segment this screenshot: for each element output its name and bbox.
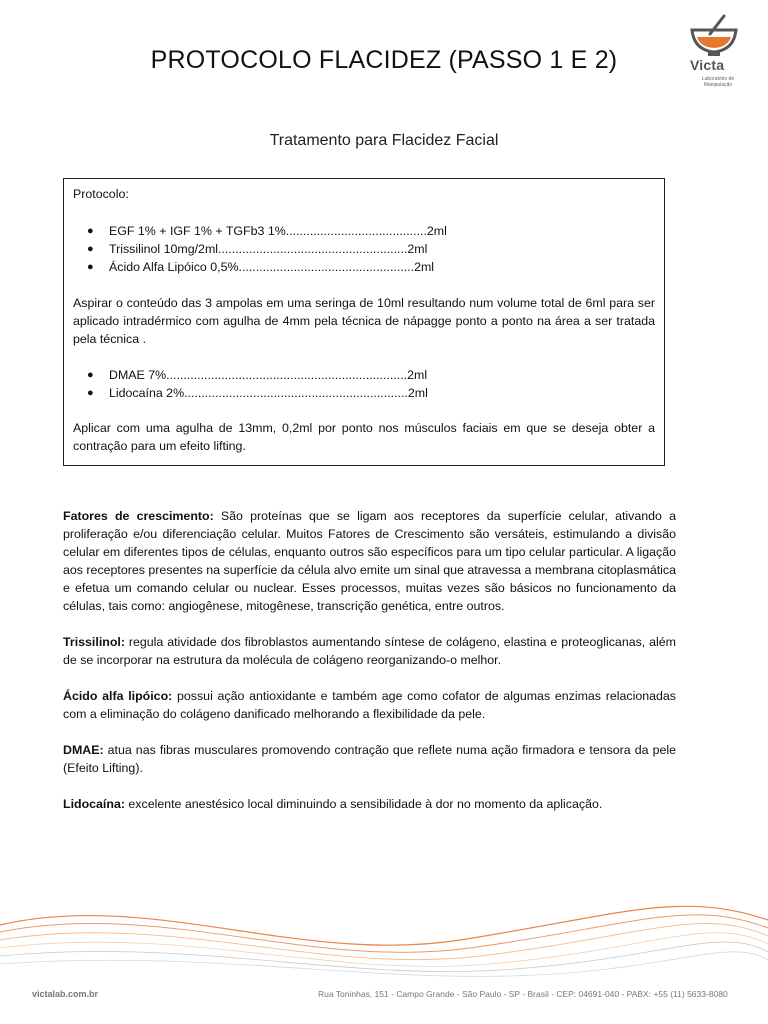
definition-term: Ácido alfa lipóico: <box>63 689 173 703</box>
protocol-label: Protocolo: <box>73 187 129 201</box>
mortar-and-pestle-icon <box>684 12 744 62</box>
protocol-list-b <box>73 366 655 402</box>
definition-text: São proteínas que se ligam aos receptores da superfície celular, ativando a proliferação e/ou diferenciação celular. Muitos Fatores de Crescimento são versáteis, estimulando a divisão celular em diferentes tipos de células, enquanto outros são específicos para um tipo celular particular. A ligação aos receptores presentes na superfície da célula alvo emite um sinal que atravessa a membrana citoplasmática e efetua um comando celular ou nuclear. Esses processos, muitas vezes são básicos no funcionamento da células, tais como: angiogênese, mitogênese, transcrição genética, entre outros. <box>63 509 677 613</box>
logo-name: Victa <box>690 57 725 73</box>
page-title: PROTOCOLO FLACIDEZ (PASSO 1 E 2) <box>150 46 618 74</box>
bullet-icon: ● <box>87 387 94 399</box>
definition-lidocaine <box>63 795 676 813</box>
bullet-icon: ● <box>87 369 94 381</box>
list-item: ● Lidocaína 2%.................................................................2ml <box>87 386 428 400</box>
list-item: ● Trissilinol 10mg/2ml.......................................................2ml <box>87 242 428 256</box>
protocol-box <box>63 178 665 466</box>
bullet-icon: ● <box>87 261 94 273</box>
footer-website: victalab.com.br <box>32 989 99 999</box>
definition-text: atua nas fibras musculares promovendo contração que reflete numa ação firmadora e tensora da pele (Efeito Lifting). <box>63 743 676 775</box>
list-item: ● Ácido Alfa Lipóico 0,5%...................................................2ml <box>87 260 435 274</box>
definition-text: regula atividade dos fibroblastos aumentando síntese de colágeno, elastina e proteoglicanas, além de se incorporar na estrutura da molécula de colágeno reorganizando-o melhor. <box>63 635 676 667</box>
protocol-list-a <box>73 222 655 276</box>
document-subtitle: Tratamento para Flacidez Facial <box>269 132 499 149</box>
definition-term: Fatores de crescimento: <box>63 509 214 523</box>
footer-address: Rua Toninhas, 151 - Campo Grande - São Paulo - SP - Brasil - CEP: 04691-040 - PABX: +55 (11) 5633-8080 <box>318 989 728 999</box>
definition-dmae <box>63 741 676 777</box>
definition-alpha-lipoic-acid <box>63 687 676 723</box>
definition-term: Trissilinol: <box>63 635 125 649</box>
definition-trissilinol <box>63 633 676 669</box>
list-item: ● DMAE 7%......................................................................2ml <box>87 368 428 382</box>
definition-term: DMAE: <box>63 743 104 757</box>
bullet-icon: ● <box>87 243 94 255</box>
logo-subtitle: Laboratório de Manipulação <box>701 76 735 88</box>
protocol-paragraph-a: Aspirar o conteúdo das 3 ampolas em uma seringa de 10ml resultando num volume total de 6ml para ser aplicado intradérmico com agulha de 4mm pela técnica de nápagge ponto a ponto na área a ser tratada pela técnica . <box>73 296 655 346</box>
definition-term: Lidocaína: <box>63 797 125 811</box>
definitions-section <box>63 507 676 831</box>
definition-text: possui ação antioxidante e também age como cofator de algumas enzimas relacionadas com a eliminação do colágeno danificado melhorando a flexibilidade da pele. <box>63 689 676 721</box>
list-item: ● EGF 1% + IGF 1% + TGFb3 1%.........................................2ml <box>87 224 447 238</box>
definition-growth-factors <box>63 507 676 615</box>
bullet-icon: ● <box>87 225 94 237</box>
footer-wave-decoration <box>0 870 768 980</box>
definition-text: excelente anestésico local diminuindo a sensibilidade à dor no momento da aplicação. <box>124 797 603 811</box>
protocol-paragraph-b: Aplicar com uma agulha de 13mm, 0,2ml por ponto nos músculos faciais em que se deseja obter a contração para um efeito lifting. <box>73 421 655 453</box>
